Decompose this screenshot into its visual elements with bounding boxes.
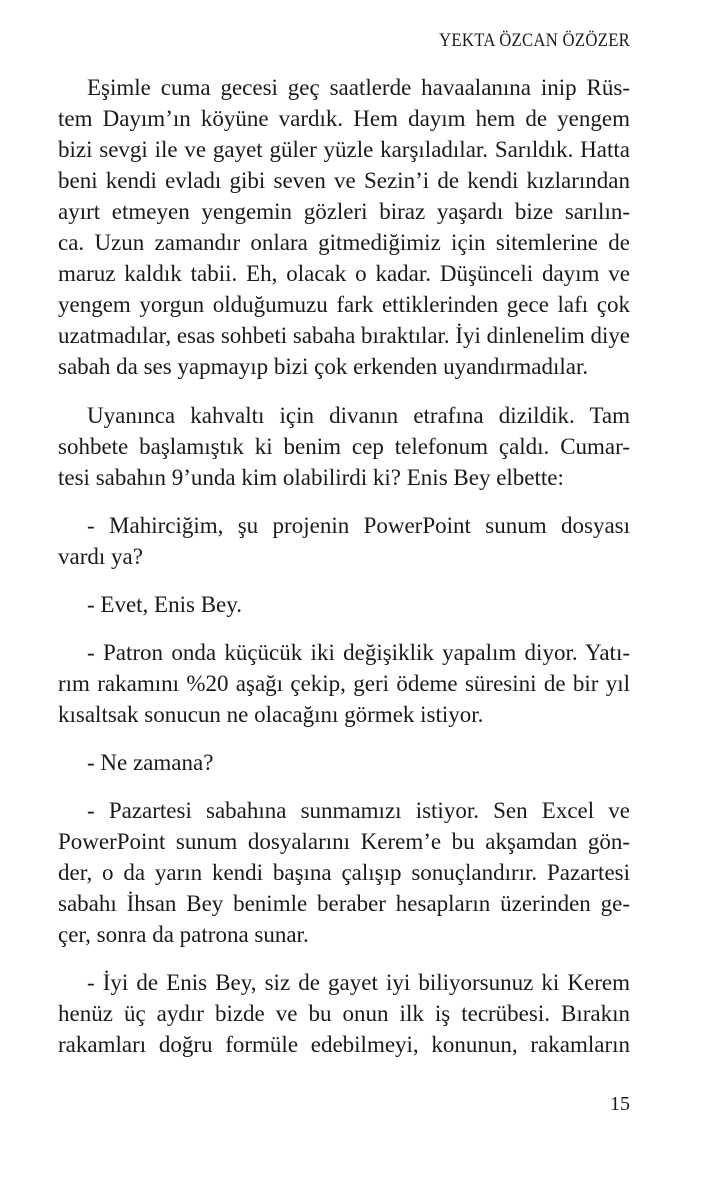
text-line-content: - Patron onda küçücük iki değişiklik yapalım diyor. Yatı-: [87, 640, 630, 665]
text-line: [58, 104, 630, 134]
text-line-content: bizi sevgi ile ve gayet güler yüzle karşıladılar. Sarıldık. Hatta: [58, 137, 630, 162]
text-line: [87, 796, 630, 826]
text-line-content: henüz üç aydır bizde ve bu onun ilk iş tecrübesi. Bırakın: [58, 1001, 630, 1026]
text-line-content: - Evet, Enis Bey.: [87, 592, 243, 617]
text-line: [58, 432, 630, 462]
text-line-content: ayırt etmeyen yengemin gözleri biraz yaşardı bize sarılın-: [58, 199, 630, 224]
text-line: [58, 1030, 630, 1060]
text-line: [58, 166, 630, 196]
text-line: [87, 638, 630, 668]
text-line: [58, 999, 630, 1029]
text-line-content: der, o da yarın kendi başına çalışıp sonuçlandırır. Pazartesi: [58, 860, 630, 885]
text-line: [87, 73, 630, 103]
text-line: [58, 321, 630, 351]
text-line-content: rakamları doğru formüle edebilmeyi, konunun, rakamların: [58, 1032, 630, 1057]
text-line-content: Uyanınca kahvaltı için divanın etrafına dizildik. Tam: [87, 403, 630, 428]
text-line: [58, 669, 630, 699]
text-line-content: yengem yorgun olduğumuzu fark ettiklerinden gece lafı çok: [58, 292, 630, 317]
text-line: [58, 197, 630, 227]
text-line-content: tesi sabahın 9’unda kim olabilirdi ki? Enis Bey elbette:: [58, 465, 564, 490]
text-line: [58, 135, 630, 165]
text-line-content: - Pazartesi sabahına sunmamızı istiyor. Sen Excel ve: [87, 798, 630, 823]
text-line: [87, 401, 630, 431]
text-line: [87, 511, 630, 541]
text-line: [58, 542, 630, 572]
text-line: [87, 590, 630, 620]
text-line: [58, 463, 630, 493]
text-line-content: uzatmadılar, esas sohbeti sabaha bıraktılar. İyi dinlenelim diye: [58, 323, 630, 348]
text-line-content: maruz kaldık tabii. Eh, olacak o kadar. Düşünceli dayım ve: [58, 261, 630, 286]
text-line-content: Eşimle cuma gecesi geç saatlerde havaalanına inip Rüs-: [87, 75, 630, 100]
text-line: [87, 968, 630, 998]
text-line-content: kısaltsak sonucun ne olacağını görmek istiyor.: [58, 702, 484, 727]
text-line-content: vardı ya?: [58, 544, 143, 569]
text-line-content: tem Dayım’ın köyüne vardık. Hem dayım hem de yengem: [58, 106, 630, 131]
text-line: [58, 259, 630, 289]
text-line: [58, 827, 630, 857]
text-line: [58, 858, 630, 888]
text-line: [58, 352, 630, 382]
page-number: 15: [610, 1093, 630, 1115]
text-line-content: sabahı İhsan Bey benimle beraber hesapların üzerinden ge-: [58, 891, 630, 916]
text-line-content: - İyi de Enis Bey, siz de gayet iyi biliyorsunuz ki Kerem: [87, 970, 630, 995]
running-head: YEKTA ÖZCAN ÖZÖZER: [438, 30, 630, 51]
text-line-content: beni kendi evladı gibi seven ve Sezin’i de kendi kızlarından: [58, 168, 630, 193]
text-line-content: PowerPoint sunum dosyalarını Kerem’e bu akşamdan gön-: [58, 829, 630, 854]
text-line: [58, 920, 630, 950]
text-line: [58, 700, 630, 730]
text-line-content: rım rakamını %20 aşağı çekip, geri ödeme süresini de bir yıl: [58, 671, 630, 696]
text-line: [58, 228, 630, 258]
text-line: [58, 889, 630, 919]
text-line: [87, 748, 630, 778]
text-line-content: - Ne zamana?: [87, 750, 214, 775]
text-line-content: çer, sonra da patrona sunar.: [58, 922, 309, 947]
text-line-content: sabah da ses yapmayıp bizi çok erkenden uyandırmadılar.: [58, 354, 589, 379]
text-line: [58, 290, 630, 320]
text-line-content: sohbete başlamıştık ki benim cep telefonum çaldı. Cumar-: [58, 434, 630, 459]
text-line-content: ca. Uzun zamandır onlara gitmediğimiz için sitemlerine de: [58, 230, 630, 255]
text-line-content: - Mahirciğim, şu projenin PowerPoint sunum dosyası: [87, 513, 630, 538]
